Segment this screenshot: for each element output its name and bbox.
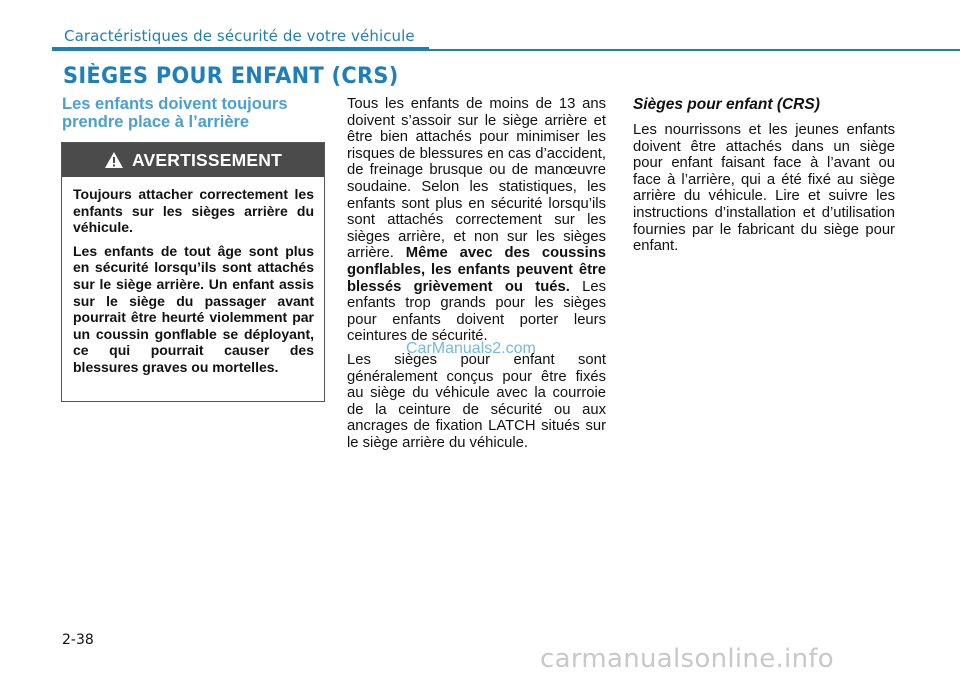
p1-end: Les enfants trop grands pour les sièges pour enfants doivent porter leurs ceintures de sécurité. bbox=[347, 278, 606, 345]
column-middle-paragraph-2: Les sièges pour enfant sont généralement conçus pour être fixés au siège du véhicule avec la courroie de la ceinture de sécurité ou aux ancrages de fixation LATCH situés sur le siège arrière du véhicule. bbox=[347, 351, 606, 451]
header-rule-thick bbox=[52, 47, 429, 51]
warning-box bbox=[61, 142, 325, 402]
warning-paragraph-1: Toujours attacher correctement les enfants sur les sièges arrière du véhicule. bbox=[73, 186, 314, 236]
column-middle-paragraph-1 bbox=[347, 96, 606, 345]
column-right-heading: Sièges pour enfant (CRS) bbox=[633, 96, 820, 113]
column-right bbox=[633, 96, 895, 262]
subhead: Les enfants doivent toujours prendre place à l’arrière bbox=[62, 95, 288, 131]
header-title: Caractéristiques de sécurité de votre véhicule bbox=[64, 27, 415, 45]
watermark-carmanuals: CarManuals2.com bbox=[406, 340, 536, 357]
footer-watermark: carmanualsonline.info bbox=[540, 644, 835, 674]
section-title: SIÈGES POUR ENFANT (CRS) bbox=[63, 64, 399, 89]
warning-header bbox=[62, 143, 324, 177]
p1-start: Tous les enfants de moins de 13 ans doivent s’assoir sur le siège arrière et être bien attachés pour minimiser les risques de blessures en cas d’accident, de freinage brusque ou de manœuvre soudaine. Selon les statistiques, les enfants sont plus en sécurité lorsqu’ils sont attachés correctement sur les sièges arrière, et non sur les sièges arrière. bbox=[347, 96, 606, 262]
column-right-paragraph-1: Les nourrissons et les jeunes enfants doivent être attachés dans un siège pour enfant faisant face à l’avant ou face à l’arrière, qui a été fixé au siège arrière du véhicule. Lire et suivre les instructions d’installation et d’utilisation fournies par le fabricant du siège pour enfant. bbox=[633, 122, 895, 255]
warning-triangle-icon bbox=[104, 151, 124, 169]
header-rule-thin bbox=[429, 49, 960, 51]
column-middle bbox=[347, 96, 606, 458]
warning-paragraph-2: Les enfants de tout âge sont plus en sécurité lorsqu’ils sont attachés sur le siège arrière. Un enfant assis sur le siège du passager avant pourrait être heurté violemment par un coussin gonflable se déployant, ce qui pourrait causer des blessures graves ou mortelles. bbox=[73, 242, 314, 375]
page-number: 2-38 bbox=[62, 632, 94, 648]
warning-label: AVERTISSEMENT bbox=[131, 149, 283, 170]
p1-bold: Même avec des coussins gonflables, les enfants peuvent être blessés grièvement ou tués. bbox=[347, 245, 606, 295]
